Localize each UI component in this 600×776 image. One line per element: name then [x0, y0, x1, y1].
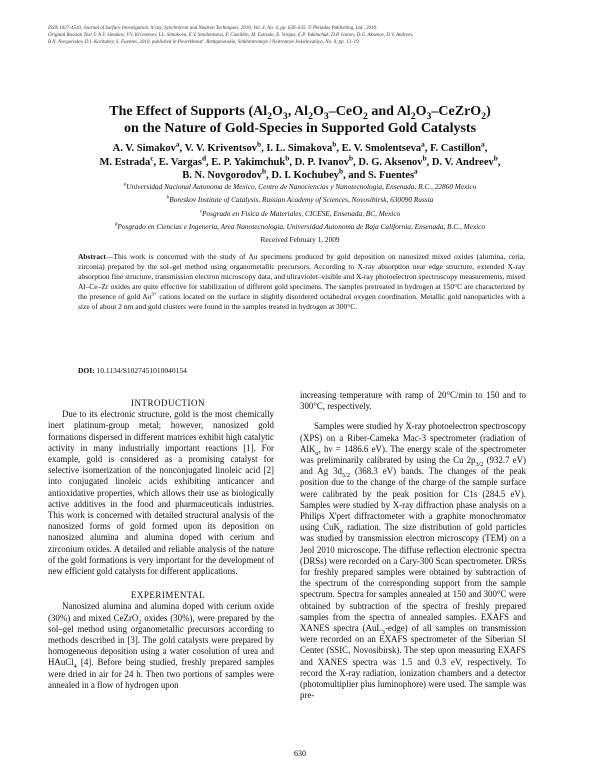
methods-paragraph: Samples were studied by X-ray photoelectron spectroscopy (XPS) on a Riber-Cameka Mac-3 spectrometer (radiation of AlK$_\alpha$, hν = 1486.6 eV). The energy scale of the spectrometer was preliminarily calibrated by using the Cu $2p_{3/2}$ (932.7 eV) and Ag $3d_{5/2}$ (368.3 eV) bands. The changes of the peak position due to the change of the charge of the sample surface were calibrated by the peak position for C1s (284.5 eV). Samples were studied by X-ray diffraction phase analysis on a Philips X'pert diffractometer with a graphite monochromator using CuK$_\alpha$ radiation. The size distribution of gold particles was studied by transmission electron microscopy (TEM) on a Jeol 2010 microscope. The diffuse reflection electronic spectra (DRSs) were recorded on a Cary-300 Scan spectrometer. DRSs for freshly prepared samples were obtained by subtraction of the spectrum of the corresponding support from the sample spectrum. Spectra for samples annealed at 150 and 300°C were obtained by subtraction of the spectra of freshly prepared samples from the spectra of annealed samples. EXAFS and XANES spectra (AuL$_3$-edge) of all samples on transmission were recorded on an EXAFS spectrometer of the Siberian SI Center (SSIC, Novosibirsk). The step upon measuring EXAFS and XANES spectra was 1.5 and 0.3 eV, respectively. To record the X-ray radiation, ionization chambers and a detector (photomultiplier plus luminophore) were used. The sample was pre- [300, 421, 526, 701]
page-number: 630 [294, 749, 306, 758]
title-line-1: The Effect of Supports ($Al_2O_3$, $Al_2O_3-CeO_2$ and $Al_2O_3-CeZrO_2$) [109, 104, 491, 122]
affiliation-d: $^d$Posgrado en Ciencias e Ingeneria, Area Nanotecnologia, Universidad Autonoma de Baja California, Ensenada, B.C., Mexico [114, 221, 486, 231]
doi-label: DOI: [78, 366, 95, 375]
header-line-2: Original Russian Text © A.V. Simakov, V.V. Kriventsov, I.L. Simakova, E.V. Smolentseva, F. Castillón, M. Estrada, E. Vargas, E.P. Yakimchuk, D.P. Ivanov, D.G. Aksenov, D.V. Andreev, [48, 33, 414, 39]
doi-value: 10.1134/S1027451010040154 [94, 366, 187, 375]
intro-paragraph: Due to its electronic structure, gold is the most chemically inert platinum-group metal; however, nanosized gold formations dispersed in different matrices exhibit high catalytic activity in many industrially important reactions [1]. For example, gold is considered as a promising catalyst for selective isomerization of the nonconjugated linoleic acid [2] into conjugated linoleic acids exhibiting anticancer and antioxidative properties, which allows their use as biologically active additives in the food and pharmaceuticals industries. This work is concerned with detailed structural analysis of the nanosized forms of gold formed upon its deposition on nanosized alumina and alumina doped with cerium and zirconium oxides. A detailed and reliable analysis of the nature of the gold formations is very important for the development of new efficient gold catalysts for different applications. [48, 409, 274, 577]
section-heading-experimental: EXPERIMENTAL [130, 590, 206, 601]
abstract-label: Abstract [78, 252, 106, 261]
authors-line-3: B. N. Novgorodov$^b$, D. I. Kochubey$^b$, and S. Fuentes$^a$ [182, 166, 418, 182]
abstract-text-2: cations located on the surface in slightly disordered octahedral oxygen coordination. Metallic gold nanoparticles with a size of about 2 nm and gold clusters were found in the samples treated in hydrogen at 300°C. [78, 292, 526, 312]
section-heading-introduction: INTRODUCTION [131, 398, 205, 408]
authors-line-1: A. V. Simakov$^a$, V. V. Kriventsov$^b$, I. L. Simakova$^b$, E. V. Smolentseva$^a$, F. Castillon$^a$, [112, 139, 488, 154]
affiliation-b: $^b$Boreskov Institute of Catalysis, Russian Academy of Sciences, Novosibirsk, 630090 Russia [166, 194, 434, 205]
authors-line-2: M. Estrada$^c$, E. Vargas$^d$, E. P. Yakimchuk$^b$, D. P. Ivanov$^b$, D. G. Aksenov$^b$, D. V. Andreev$^b$, [99, 153, 501, 168]
author-list [40, 139, 560, 183]
right-paragraph-continued: increasing temperature with ramp of 20°C/min to 150 and to 300°C, respectively. [300, 390, 526, 412]
doi [78, 366, 187, 375]
affiliations [40, 180, 560, 246]
header-line-3: B.N. Novgorodov, D.I. Kochubey, S. Fuentes, 2010, published in Poverkhnost'. Rentgenovskie, Sinkhrotronnye i Neitronnye Issledovaniya, No. 4, pp. 13–19. [48, 40, 360, 46]
paper-title [40, 103, 560, 137]
experimental-paragraph: Nanosized alumina and alumina doped with cerium oxide (30%) and mixed CeZrO$_2$ oxides (30%), were prepared by the sol–gel method using organometallic precursors according to methods described in [3]. The gold catalysts were prepared by homogeneous deposition using a water cosolution of urea and HAuCl$_4$ [4]. Before being studied, freshly prepared samples were dried in air for 24 h. Then two portions of samples were annealed in a flow of hydrogen upon [48, 601, 274, 690]
abstract-text: —This work is concerned with the study of Au specimens produced by gold deposition on nanosized mixed oxides (alumina, ceria, zirconia) prepared by the sol–gel method using organometallic precursors. According to X-ray absorption near edge structure, extended X-ray absorption fine structure, transmission electron microscopy data, and ultraviolet–visible and X-ray photoelectron spectroscopy measurements, mixed Al–Ce–Zr oxides are quite effective for stabilization of different gold specimens. The samples pretreated in hydrogen at 150°C are characterized by the presence of gold Au [78, 252, 525, 302]
left-column [48, 398, 274, 691]
received-date: Received February 1, 2009 [260, 235, 340, 245]
abstract: Abstract—This work is concerned with the study of Au specimens produced by gold deposition on nanosized mixed oxides (alumina, ceria, zirconia) prepared by the sol–gel method using organometallic precursors. According to X-ray absorption near edge structure, extended X-ray absorption fine structure, transmission electron microscopy data, and ultraviolet–visible and X-ray photoelectron spectroscopy measurements, mixed Al–Ce–Zr oxides are quite effective for stabilization of different gold specimens. The samples pretreated in hydrogen at 150°C are characterized by the presence of gold $Au^{3+}$ cations located on the surface in slightly disordered octahedral oxygen coordination. Metallic gold nanoparticles with a size of about 2 nm and gold clusters were found in the samples treated in hydrogen at 300°C. [78, 252, 526, 312]
affiliation-a: $^a$Universidad Nacional Autonoma de Mexico, Centro de Nanociencias y Nanotecnologia, Ensenada, B.C., 22860 Mexico [123, 181, 477, 191]
right-column [300, 390, 526, 701]
header-line-1: ISSN 1027-4510, Journal of Surface Investigation. X-ray, Synchrotron and Neutron Techniques, 2010, Vol. 4, No. 4, pp. 630–635. © Pleiades Publishing, Ltd., 2010. [48, 26, 378, 31]
journal-header [48, 25, 558, 47]
affiliation-c: $^c$Posgrado en Fisica de Materiales, CICESE, Ensenada, BC, Mexico [199, 208, 401, 218]
title-line-2: on the Nature of Gold-Species in Supported Gold Catalysts [123, 121, 477, 136]
